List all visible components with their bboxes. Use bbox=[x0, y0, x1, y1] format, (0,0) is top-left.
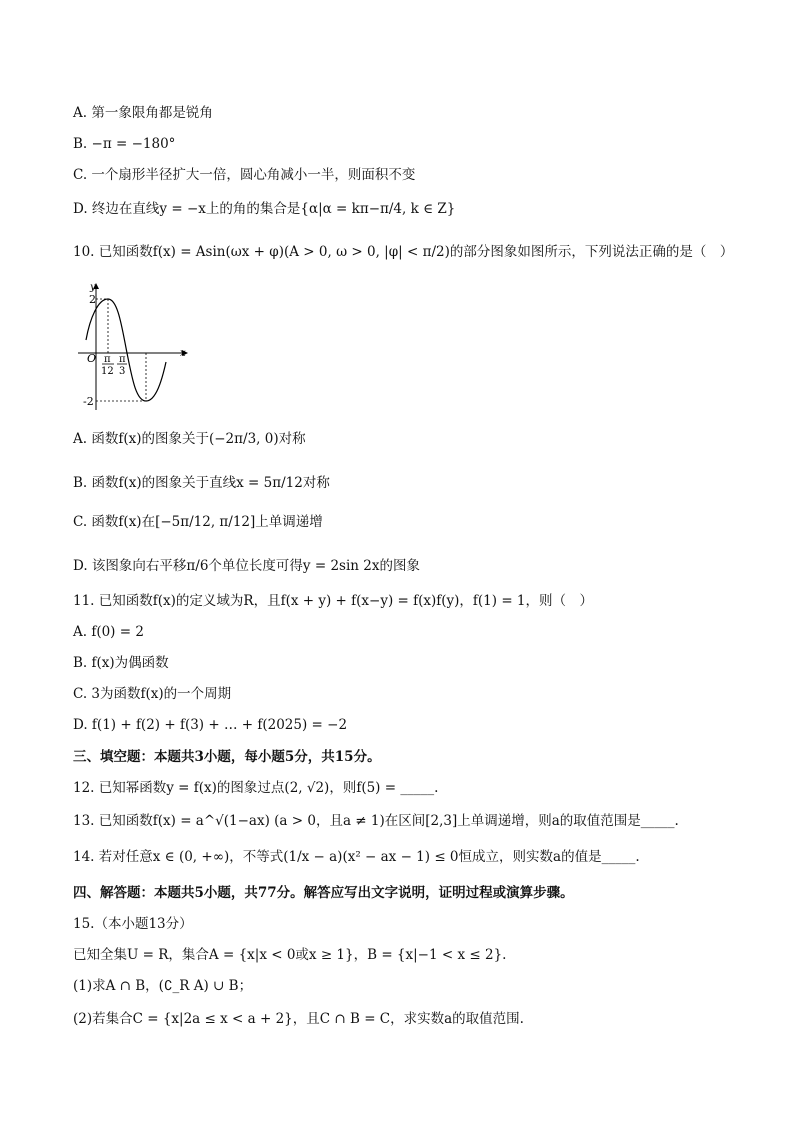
q10-option-d: D. 该图象向右平移π/6个单位长度可得y = 2sin 2x的图象 bbox=[73, 558, 420, 574]
x-axis-label: x bbox=[180, 348, 186, 359]
tick2-den: 3 bbox=[119, 366, 126, 377]
q15-part-2: (2)若集合C = {x|2a ≤ x < a + 2}，且C ∩ B = C，求实数a的取值范围. bbox=[73, 1011, 524, 1027]
q12: 12. 已知幂函数y = f(x)的图象过点(2, √2)，则f(5) = _____. bbox=[73, 780, 439, 796]
q11-option-d: D. f(1) + f(2) + f(3) + … + f(2025) = −2 bbox=[73, 717, 348, 733]
q11-option-c: C. 3为函数f(x)的一个周期 bbox=[73, 686, 232, 702]
q9-option-c: C. 一个扇形半径扩大一倍，圆心角减小一半，则面积不变 bbox=[73, 167, 416, 183]
q13: 13. 已知函数f(x) = a^√(1−ax) (a > 0，且a ≠ 1)在区间[2,3]上单调递增，则a的取值范围是_____. bbox=[73, 813, 679, 829]
section-3-heading: 三、填空题：本题共3小题，每小题5分，共15分。 bbox=[73, 749, 381, 765]
q15-header: 15.（本小题13分） bbox=[73, 916, 193, 932]
q15-part-1: (1)求A ∩ B，(∁_R A) ∪ B； bbox=[73, 978, 253, 994]
origin-label: O bbox=[87, 352, 97, 365]
tick1-num: π bbox=[104, 354, 111, 365]
q10-stem: 10. 已知函数f(x) = Asin(ωx + φ)(A > 0, ω > 0, |φ| < π/2)的部分图象如图所示，下列说法正确的是（ ） bbox=[73, 244, 734, 260]
tick2-num: π bbox=[119, 354, 126, 365]
q9-option-b: B. −π = −180° bbox=[73, 136, 176, 152]
sine-curve bbox=[86, 299, 166, 401]
y-axis-label: y bbox=[90, 282, 96, 293]
q9-option-a: A. 第一象限角都是锐角 bbox=[73, 105, 213, 121]
q10-option-c: C. 函数f(x)在[−5π/12, π/12]上单调递增 bbox=[73, 514, 323, 530]
sine-graph bbox=[76, 280, 196, 412]
q10-option-a: A. 函数f(x)的图象关于(−2π/3, 0)对称 bbox=[73, 431, 306, 447]
q11-option-b: B. f(x)为偶函数 bbox=[73, 655, 169, 671]
q10-option-b: B. 函数f(x)的图象关于直线x = 5π/12对称 bbox=[73, 475, 330, 491]
section-4-heading: 四、解答题：本题共5小题，共77分。解答应写出文字说明，证明过程或演算步骤。 bbox=[73, 885, 574, 901]
q11-option-a: A. f(0) = 2 bbox=[73, 624, 144, 640]
y-max-label: 2 bbox=[89, 293, 96, 306]
q11-stem: 11. 已知函数f(x)的定义域为R，且f(x + y) + f(x−y) = f(x)f(y)，f(1) = 1，则（ ） bbox=[73, 593, 594, 609]
q15-stem: 已知全集U = R，集合A = {x|x < 0或x ≥ 1}，B = {x|−1 < x ≤ 2}. bbox=[73, 947, 507, 963]
q9-option-d: D. 终边在直线y = −x上的角的集合是{α|α = kπ−π/4, k ∈ Z} bbox=[73, 201, 456, 217]
tick1-den: 12 bbox=[101, 366, 114, 377]
y-min-label: -2 bbox=[83, 395, 94, 408]
q14: 14. 若对任意x ∈ (0, +∞)，不等式(1/x − a)(x² − ax − 1) ≤ 0恒成立，则实数a的值是_____. bbox=[73, 849, 640, 865]
